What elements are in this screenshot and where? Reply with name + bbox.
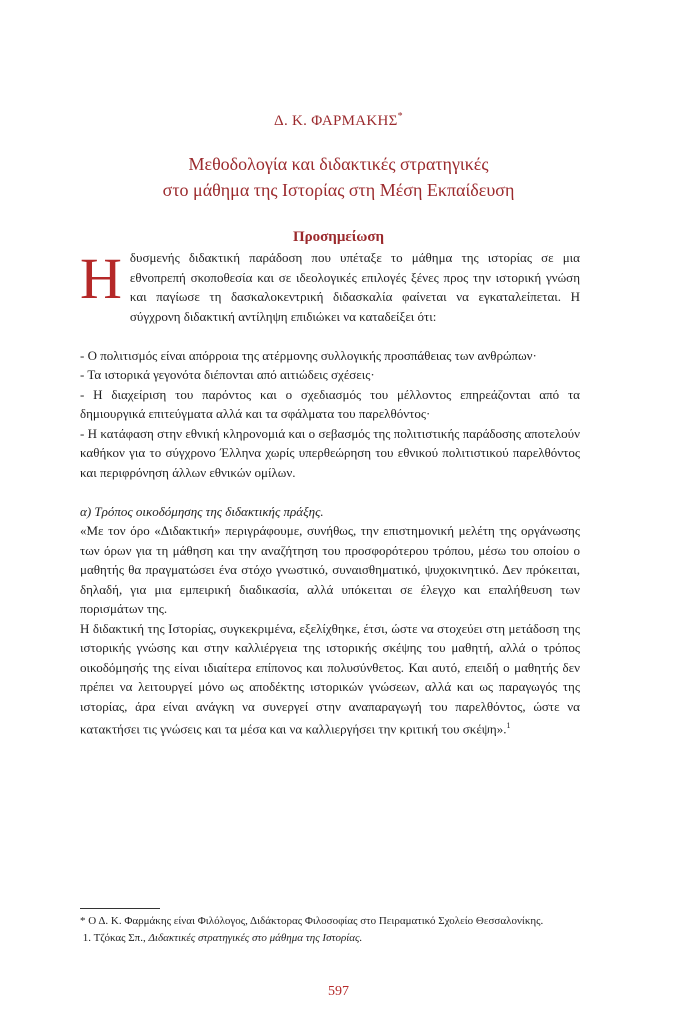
subsection-title: α) Τρόπος οικοδόμησης της διδακτικής πράξης. <box>80 503 324 519</box>
article-title <box>0 151 677 203</box>
footnote-title: Διδακτικές στρατηγικές στο μάθημα της Ιστορίας. <box>148 932 363 944</box>
drop-cap: Η <box>80 246 122 311</box>
list-item: - Η διαχείριση του παρόντος και ο σχεδιασμός του μέλλοντος επηρεάζονται από τα δημιουργικά επιτεύγματα αλλά και τα σφάλματα του παρελθόντος· <box>80 386 580 421</box>
author-footnote-mark[interactable]: * <box>397 111 403 122</box>
footnotes <box>80 913 580 947</box>
footnote-mark: * <box>80 915 86 927</box>
footnote-number: 1. <box>82 932 91 944</box>
list-item: - Η κατάφαση στην εθνική κληρονομιά και ο σεβασμός της πολιτιστικής παράδοσης αποτελούν καθήκον για το σύγχρονο Έλληνα χωρίς υπερθεώρηση του εθνικού πολιτιστικού παρελθόντος και περιφρόνηση άλλων εθνικών ομίλων. <box>80 425 580 480</box>
title-line-1: Μεθοδολογία και διδακτικές στρατηγικές <box>188 154 489 174</box>
paragraph: «Με τον όρο «Διδακτική» περιγράφουμε, συνήθως, την επιστημονική μελέτη της οργάνωσης των όρων για τη μάθηση και την αναζήτηση του προσφορότερου τρόπου, μέσω του οποίου ο μαθητής θα πραγματώσει ένα στόχο γνωστικό, συναισθηματικό, ψυχοκινητικό. Δεν πρόκειται, δηλαδή, για μια εμπειρική διαδικασία, αλλά υπόκειται σε έλεγχο και επαλήθευση των πορισμάτων της. <box>80 523 580 616</box>
author-name <box>0 111 677 130</box>
author-text: Δ. Κ. ΦΑΡΜΑΚΗΣ <box>274 113 398 129</box>
footnote-author <box>80 913 580 930</box>
footnote-text: Ο Δ. Κ. Φαρμάκης είναι Φιλόλογος, Διδάκτορας Φιλοσοφίας στο Πειραματικό Σχολείο Θεσσαλονίκης. <box>88 915 544 927</box>
paragraph-text: Η διδακτική της Ιστορίας, συγκεκριμένα, εξελίχθηκε, έτσι, ώστε να στοχεύει στη μετάδοση της ιστορικής γνώσης και στην καλλιέργεια της ιστορικής σκέψης του μαθητή, αλλά ο τρόπος οικοδόμησής της είναι ιδιαίτερα επίπονος και πολυσύνθετος. Και αυτό, επειδή ο μαθητής δεν πρέπει να λειτουργεί μόνο ως αποδέκτης ιστορικών γνώσεων, αλλά και ως παραγωγός της ιστορίας, άρα είναι ανάγκη να συνεργεί στην αναπαραγωγή του παρελθόντος, ώστε να κατακτήσει τις γνώσεις και τα μέσα και να καλλιεργήσει την κριτική του σκέψη». <box>80 620 580 737</box>
article-body <box>80 248 580 739</box>
intro-text: δυσμενής διδακτική παράδοση που υπέταξε το μάθημα της ιστορίας σε μια εθνοπρεπή σκοποθεσία και σε ιδεολογικές επιλογές ξένες προς την ιστορική γνώση και παγίωσε τη δασκαλοκεντρική διδασκαλία φαίνεται να εγκαταλείπεται. Η σύγχρονη διδακτική αντίληψη επιδιώκει να καταδείξει ότι: <box>129 250 580 324</box>
title-line-2: στο μάθημα της Ιστορίας στη Μέση Εκπαίδευση <box>162 180 515 200</box>
footnote-reference[interactable]: 1 <box>506 721 511 730</box>
footnote-divider <box>80 908 160 909</box>
intro-paragraph <box>80 248 580 326</box>
footnote-author-ref: Τζόκας Σπ., <box>93 932 146 944</box>
paragraph <box>80 619 580 739</box>
footnote-1 <box>80 930 580 947</box>
page-number: 597 <box>328 984 349 999</box>
list-item: - Ο πολιτισμός είναι απόρροια της ατέρμονης συλλογικής προσπάθειας των ανθρώπων· <box>80 347 537 363</box>
section-heading: Προσημείωση <box>292 229 385 245</box>
list-item: - Τα ιστορικά γεγονότα διέπονται από αιτιώδεις σχέσεις· <box>80 367 375 382</box>
